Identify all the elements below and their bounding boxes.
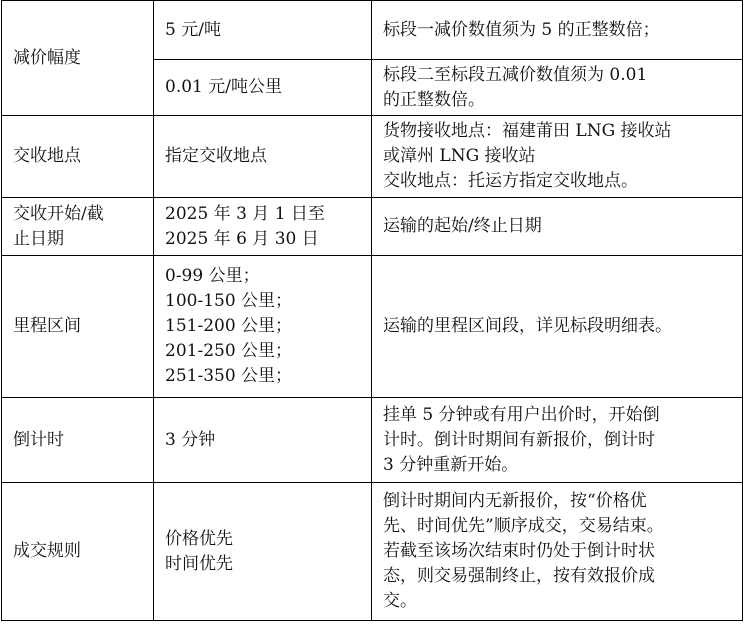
note-line: 3 分钟重新开始。: [383, 454, 519, 475]
reduction-value-a: 5 元/吨: [154, 1, 372, 60]
label-line: 交收开始/截: [13, 203, 104, 224]
reduction-note-b: [372, 60, 743, 116]
spec-table: [1, 0, 743, 621]
table-row: [2, 198, 743, 256]
table-row: [2, 398, 743, 483]
note-line: 倒计时期间内无新报价，按“价格优: [383, 491, 647, 511]
note-line: 计时。倒计时期间有新报价，倒计时: [383, 429, 655, 450]
location-value: 指定交收地点: [154, 116, 372, 198]
mileage-values: [154, 256, 372, 398]
value-line: 2025 年 3 月 1 日至: [165, 203, 325, 224]
note-line: 或漳州 LNG 接收站: [383, 146, 536, 166]
reduction-note-a: 标段一减价数值须为 5 的正整数倍；: [372, 1, 743, 60]
row-label-countdown: 倒计时: [2, 398, 154, 483]
row-label-dates: [2, 198, 154, 256]
note-line: 交。: [383, 591, 417, 611]
note-line: 标段二至标段五减价数值须为 0.01: [383, 64, 648, 85]
mileage-note: 运输的里程区间段，详见标段明细表。: [372, 256, 743, 398]
note-line: 的正整数倍。: [383, 89, 485, 110]
note-line: 交收地点：托运方指定交收地点。: [383, 171, 638, 191]
value-line: 价格优先: [165, 528, 233, 549]
rule-note: [372, 483, 743, 621]
countdown-note: [372, 398, 743, 483]
dates-note: 运输的起始/终止日期: [372, 198, 743, 256]
value-line: 2025 年 6 月 30 日: [165, 228, 319, 249]
countdown-value: 3 分钟: [154, 398, 372, 483]
note-line: 先、时间优先”顺序成交，交易结束。: [383, 516, 664, 536]
mileage-item: 151-200 公里；: [165, 316, 293, 336]
mileage-item: 251-350 公里；: [165, 366, 293, 386]
row-label-location: 交收地点: [2, 116, 154, 198]
table-row: [2, 116, 743, 198]
note-line: 货物接收地点：福建莆田 LNG 接收站: [383, 121, 672, 141]
table-row: [2, 256, 743, 398]
note-line: 挂单 5 分钟或有用户出价时，开始倒: [383, 404, 660, 425]
location-note: [372, 116, 743, 198]
row-label-rule: 成交规则: [2, 483, 154, 621]
table-row: [2, 1, 743, 60]
mileage-item: 0-99 公里；: [165, 266, 260, 286]
note-line: 态，则交易强制终止，按有效报价成: [383, 566, 655, 586]
label-line: 止日期: [13, 228, 64, 249]
note-line: 若截至该场次结束时仍处于倒计时状: [383, 541, 655, 561]
reduction-value-b: 0.01 元/吨公里: [154, 60, 372, 116]
row-label-reduction: 减价幅度: [2, 1, 154, 116]
mileage-item: 100-150 公里；: [165, 291, 293, 311]
dates-value: [154, 198, 372, 256]
value-line: 时间优先: [165, 553, 233, 574]
table-row: [2, 483, 743, 621]
mileage-item: 201-250 公里；: [165, 341, 293, 361]
row-label-mileage: 里程区间: [2, 256, 154, 398]
rule-value: [154, 483, 372, 621]
